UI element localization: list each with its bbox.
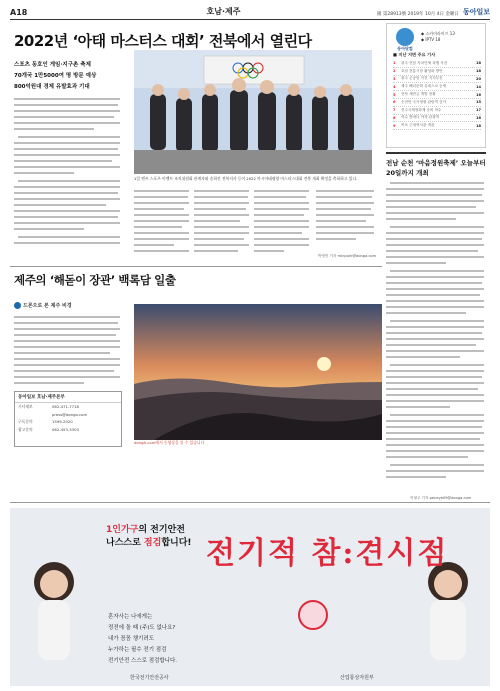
item-title: 목포 근대역사관 개관 — [401, 123, 435, 128]
contact-key: 광고문의 — [18, 427, 33, 432]
page-header — [10, 6, 490, 20]
sunrise-photo — [134, 304, 382, 440]
contact-value: 1599-2020 — [52, 419, 73, 424]
article-body-col2 — [134, 188, 190, 258]
section-title: 호남·제주 — [206, 7, 241, 16]
sidebar-title: ■ 지난 지면 주요 기사 — [393, 52, 436, 57]
column-label-text: 드론으로 본 제주 비경 — [23, 303, 72, 309]
item-title: 호남 전통시장 활성화 방안 — [401, 68, 443, 73]
column-label — [14, 302, 122, 309]
ceremony-photo — [134, 50, 372, 174]
right-article-headline: 전남 순천 ‘마음정원축제’ 오늘부터 20일까지 개최 — [386, 152, 486, 178]
item-title: 광주·전남 자치단체 폭행 사건 — [401, 60, 448, 65]
subhead: 70개국 1만5000여 명 방문 예상 — [14, 73, 97, 79]
contact-key: 구독문의 — [18, 419, 33, 424]
item-number: 4 — [393, 84, 396, 89]
article-body-col5 — [316, 188, 376, 252]
item-title: 순천만 국가정원 관람객 증가 — [401, 99, 447, 104]
contact-row[interactable] — [15, 411, 121, 418]
newspaper-logo: 동아일보 — [462, 7, 490, 16]
item-title: 전북 새만금 개발 현황 — [401, 92, 436, 97]
item-page: 15 — [475, 100, 481, 105]
ad-copy — [108, 612, 177, 667]
list-item[interactable] — [393, 60, 481, 68]
item-page: 18 — [475, 123, 481, 128]
tv-channels — [421, 31, 455, 43]
contact-box — [14, 391, 122, 447]
contact-key: 기사제보 — [18, 404, 33, 409]
item-page: 18 — [475, 61, 481, 66]
ad-tag-a: 1인가구 — [106, 525, 139, 535]
ad-divider — [10, 502, 490, 503]
article-subheads — [14, 60, 122, 93]
contact-title: 동아일보 호남·제주본부 — [15, 392, 121, 403]
item-number: 7 — [393, 108, 396, 113]
article2-headline: 제주의 ‘해돋이 장관’ 백록담 일출 — [14, 273, 176, 287]
subhead: 800억원대 경제 유발효과 기대 — [14, 84, 90, 90]
list-item[interactable] — [393, 76, 481, 84]
ad-tag-b: 의 전기안전 — [138, 525, 185, 535]
ad-line: 누가하는 필수 전기 점검 — [108, 647, 167, 653]
mascot-icon — [298, 600, 328, 630]
item-page: 18 — [475, 69, 481, 74]
sidebar-box — [386, 23, 486, 148]
item-page: 16 — [475, 115, 481, 120]
item-title: 전주국제영화제 준비 착수 — [401, 107, 442, 112]
article-byline: 박영민 기자 minpark@donga.com — [318, 254, 377, 258]
item-page: 14 — [475, 84, 481, 89]
contact-row — [15, 403, 121, 411]
contact-key — [18, 412, 52, 417]
ad-tagline — [106, 522, 192, 548]
contact-value: 062-471-7718 — [52, 404, 79, 409]
contact-email[interactable]: press@donga.com — [52, 412, 88, 417]
list-item[interactable] — [393, 99, 481, 107]
photo-credit-line — [134, 440, 382, 456]
item-number: 6 — [393, 100, 396, 105]
article-headline: 2022년 ‘아태 마스터스 대회’ 전북에서 열린다 — [14, 32, 312, 50]
right-article-body — [386, 180, 486, 496]
contact-value: 062-453-3303 — [52, 427, 79, 432]
right-article-byline: 이형주 기자 peneye09@donga.com — [410, 496, 472, 500]
ad-tag-c: 나스스로 — [106, 538, 144, 548]
subhead: 스포츠 동호인 게임·지구촌 축제 — [14, 62, 91, 68]
drone-icon — [14, 302, 21, 309]
contact-row — [15, 426, 121, 434]
section-divider — [10, 266, 382, 267]
advertisement[interactable] — [10, 508, 490, 686]
list-item[interactable] — [393, 115, 481, 123]
list-item[interactable] — [393, 83, 481, 91]
photo-caption: 1일 엔쓰 스포츠 이벤트 조직위원회 관계자와 송하진 전북지사 등이 2022 아시아태평양 마스터스대회 전북 개최 확정을 축하하고 있다. — [134, 176, 358, 181]
item-title: 광주 군공항 이전 지지부진 — [401, 76, 443, 81]
list-item[interactable] — [393, 68, 481, 76]
body-text-lines — [14, 96, 122, 246]
item-title: 제주 해녀문화 유네스코 등재 — [401, 84, 447, 89]
item-page: 17 — [475, 108, 481, 113]
list-item[interactable] — [393, 91, 481, 99]
article2-body — [14, 314, 122, 388]
list-item[interactable] — [393, 122, 481, 130]
ad-line: 내가 꼼꼼 챙기려도 — [108, 636, 155, 642]
item-number: 3 — [393, 76, 396, 81]
ad-tag-e: 합니다! — [161, 538, 192, 548]
contact-row — [15, 418, 121, 426]
ministry-logo: 산업통상자원부 — [340, 675, 374, 681]
logo-circle-icon — [396, 28, 414, 46]
ad-line: 정전에 돌 때 (주)도 없나요? — [108, 625, 176, 631]
item-page: 16 — [475, 92, 481, 97]
ad-tag-d: 점검 — [143, 538, 162, 548]
article-body-text — [14, 96, 122, 246]
tv-channel: ◆ IPTV 18 — [421, 37, 441, 42]
item-number: 8 — [393, 115, 396, 120]
page-number: A18 — [10, 8, 28, 17]
article-body-col3 — [194, 188, 250, 258]
logo-text: 동아닷컴 — [397, 46, 413, 51]
sponsor-logo: 한국전기안전공사 — [130, 675, 169, 681]
item-title: 여수 밤바다 야경 관광객 — [401, 115, 440, 120]
issue-date: 國 第28913號 2019年 10月 4日 金曜日 — [376, 12, 459, 17]
sidebar-list — [393, 60, 481, 130]
donga-logo — [393, 28, 417, 50]
item-number: 1 — [393, 61, 396, 66]
article-body-col4 — [254, 188, 310, 258]
item-number: 9 — [393, 123, 396, 128]
item-number: 5 — [393, 92, 396, 97]
ad-line: 혼자사는 나에게는 — [108, 614, 153, 620]
list-item[interactable] — [393, 107, 481, 115]
tv-channel: ◆ 스카이라이프 13 — [421, 31, 455, 36]
item-page: 20 — [475, 76, 481, 81]
ad-line: 전기안전 스스로 점검합니다. — [108, 658, 178, 664]
video-link[interactable]: dongA.com에서 동영상을 볼 수 있습니다 — [134, 440, 205, 445]
item-number: 2 — [393, 69, 396, 74]
ad-headline: 전기적 참:견시점 — [206, 536, 449, 571]
